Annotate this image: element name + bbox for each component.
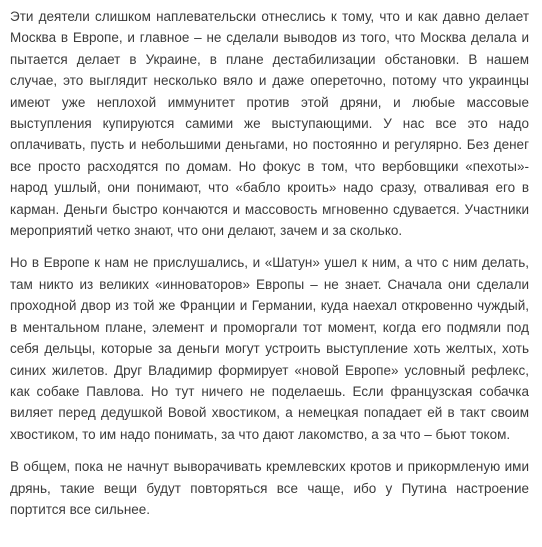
paragraph-1: Эти деятели слишком наплевательски отнеслись к тому, что и как давно делает Москва в Европе, и главное – не сделали выводов из того, что Москва делала и пытается делает в Украине, в плане дестабилизации обстановки. В нашем случае, это выглядит несколько вяло и даже опереточно, потому что украинцы имеют уже неплохой иммунитет против этой дряни, и любые массовые выступления купируются самими же выступающими. У нас все это надо оплачивать, пусть и небольшими деньгами, но постоянно и регулярно. Без денег все просто расходятся по домам. Но фокус в том, что вербовщики «пехоты»- народ ушлый, они понимают, что «бабло кроить» надо сразу, отваливая его в карман. Деньги быстро кончаются и массовость мгновенно сдувается. Участники мероприятий четко знают, что они делают, зачем и за сколько. (10, 9, 529, 239)
paragraph-3: В общем, пока не начнут выворачивать кремлевских кротов и прикормленую ими дрянь, такие вещи будут повторяться все чаще, ибо у Путина настроение портится все сильнее. (10, 459, 529, 517)
paragraph-2: Но в Европе к нам не прислушались, и «Шатун» ушел к ним, а что с ним делать, там никто из великих «инноваторов» Европы – не знает. Сначала они сделали проходной двор из той же Франции и Германии, куда наехал откровенно чуждый, в ментальном плане, элемент и проморгали тот момент, когда его подмяли под себя дельцы, которые за деньги могут устроить выступление хоть желтых, хоть синих жилетов. Друг Владимир формирует «новой Европе» условный рефлекс, как собаке Павлова. Но тут ничего не поделаешь. Если французская собачка виляет перед дедушкой Вовой хвостиком, а немецкая попадает ей в такт своим хвостиком, то им надо понимать, за что дают лакомство, а за что – бьют током. (10, 255, 529, 442)
